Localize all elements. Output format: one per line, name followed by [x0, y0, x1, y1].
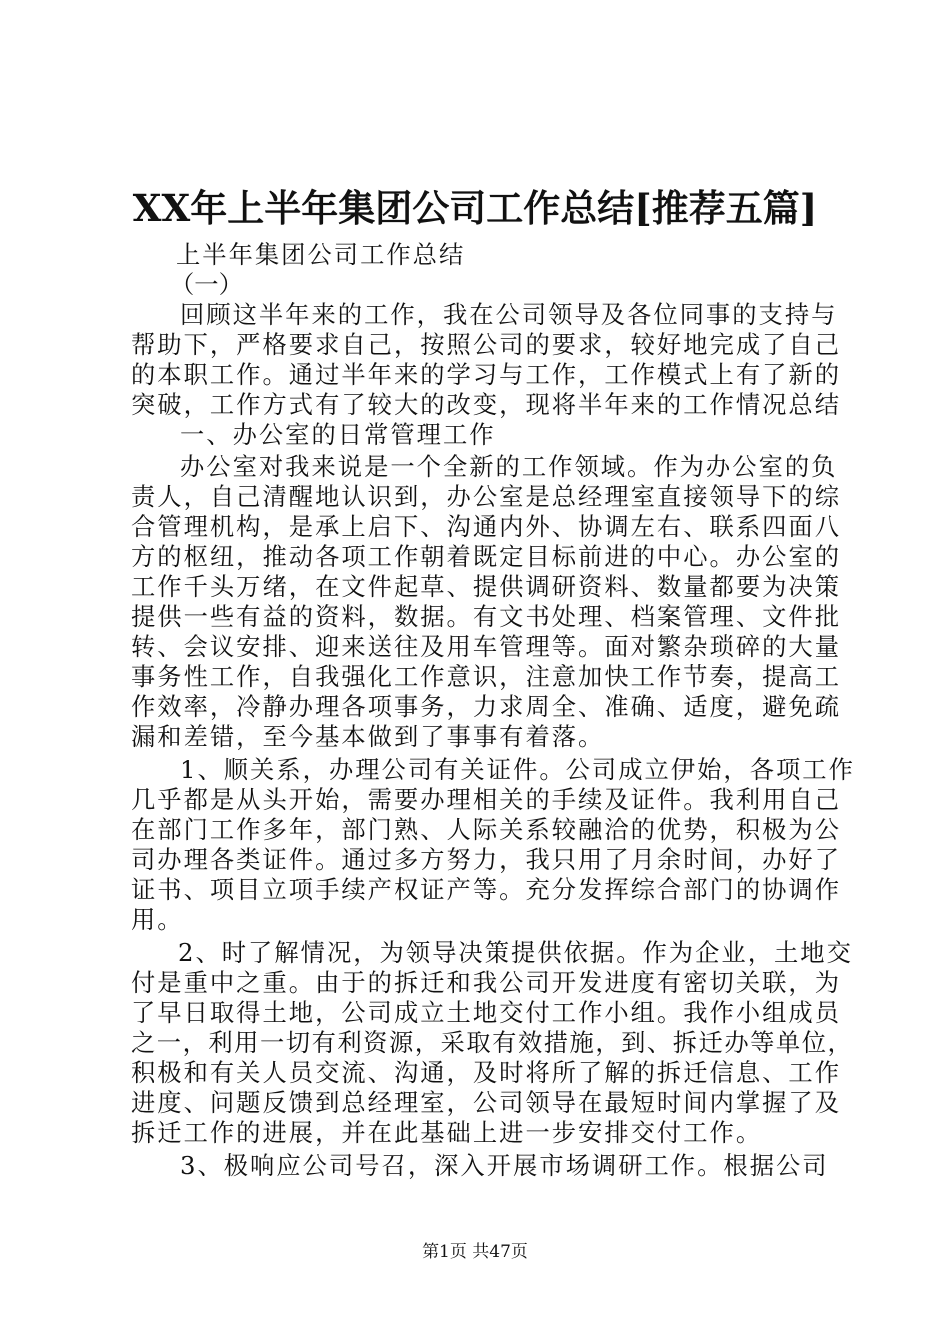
- paragraph-line: 之一，利用一切有利资源，采取有效措施，到、拆迁办等单位，: [131, 1028, 854, 1057]
- section-number: （一）: [170, 270, 243, 299]
- paragraph-line: 的本职工作。通过半年来的学习与工作，工作模式上有了新的: [131, 360, 842, 389]
- section-heading: 一、办公室的日常管理工作: [180, 420, 496, 449]
- paragraph-line: 合管理机构，是承上启下、沟通内外、协调左右、联系四面八: [131, 512, 842, 541]
- paragraph-line: 漏和差错，至今基本做到了事事有着落。: [131, 722, 605, 751]
- paragraph-line: 几乎都是从头开始，需要办理相关的手续及证件。我利用自己: [131, 785, 842, 814]
- subtitle: 上半年集团公司工作总结: [176, 240, 466, 269]
- paragraph-line: 回顾这半年来的工作，我在公司领导及各位同事的支持与: [180, 300, 838, 329]
- paragraph-line: 在部门工作多年，部门熟、人际关系较融洽的优势，积极为公: [131, 815, 842, 844]
- paragraph-line: 用。: [131, 905, 184, 934]
- paragraph-line: 突破，工作方式有了较大的改变，现将半年来的工作情况总结: [131, 390, 842, 419]
- paragraph-line: 提供一些有益的资料，数据。有文书处理、档案管理、文件批: [131, 602, 842, 631]
- paragraph-line: 转、会议安排、迎来送往及用车管理等。面对繁杂琐碎的大量: [131, 632, 842, 661]
- paragraph-line: 作效率，冷静办理各项事务，力求周全、准确、适度，避免疏: [131, 692, 842, 721]
- paragraph-line: 责人，自己清醒地认识到，办公室是总经理室直接领导下的综: [131, 482, 842, 511]
- paragraph-line: 拆迁工作的进展，并在此基础上进一步安排交付工作。: [131, 1118, 763, 1147]
- paragraph-line: 1、顺关系，办理公司有关证件。公司成立伊始，各项工作: [180, 755, 855, 784]
- paragraph-line: 事务性工作，自我强化工作意识，注意加快工作节奏，提高工: [131, 662, 842, 691]
- paragraph-line: 方的枢纽，推动各项工作朝着既定目标前进的中心。办公室的: [131, 542, 842, 571]
- paragraph-line: 3、极响应公司号召，深入开展市场调研工作。根据公司: [180, 1151, 829, 1180]
- paragraph-line: 了早日取得土地，公司成立土地交付工作小组。我作小组成员: [131, 998, 842, 1027]
- paragraph-line: 付是重中之重。由于的拆迁和我公司开发进度有密切关联，为: [131, 968, 842, 997]
- document-title: XX年上半年集团公司工作总结[推荐五篇]: [132, 186, 818, 230]
- paragraph-line: 证书、项目立项手续产权证产等。充分发挥综合部门的协调作: [131, 875, 842, 904]
- paragraph-line: 司办理各类证件。通过多方努力，我只用了月余时间，办好了: [131, 845, 842, 874]
- paragraph-line: 帮助下，严格要求自己，按照公司的要求，较好地完成了自己: [131, 330, 842, 359]
- paragraph-line: 积极和有关人员交流、沟通，及时将所了解的拆迁信息、工作: [131, 1058, 842, 1087]
- paragraph-line: 工作千头万绪，在文件起草、提供调研资料、数量都要为决策: [131, 572, 842, 601]
- paragraph-line: 进度、问题反馈到总经理室，公司领导在最短时间内掌握了及: [131, 1088, 842, 1117]
- page-footer: 第1页 共47页: [422, 1242, 528, 1262]
- paragraph-line: 2、时了解情况，为领导决策提供依据。作为企业，土地交: [178, 938, 853, 967]
- paragraph-line: 办公室对我来说是一个全新的工作领域。作为办公室的负: [180, 452, 838, 481]
